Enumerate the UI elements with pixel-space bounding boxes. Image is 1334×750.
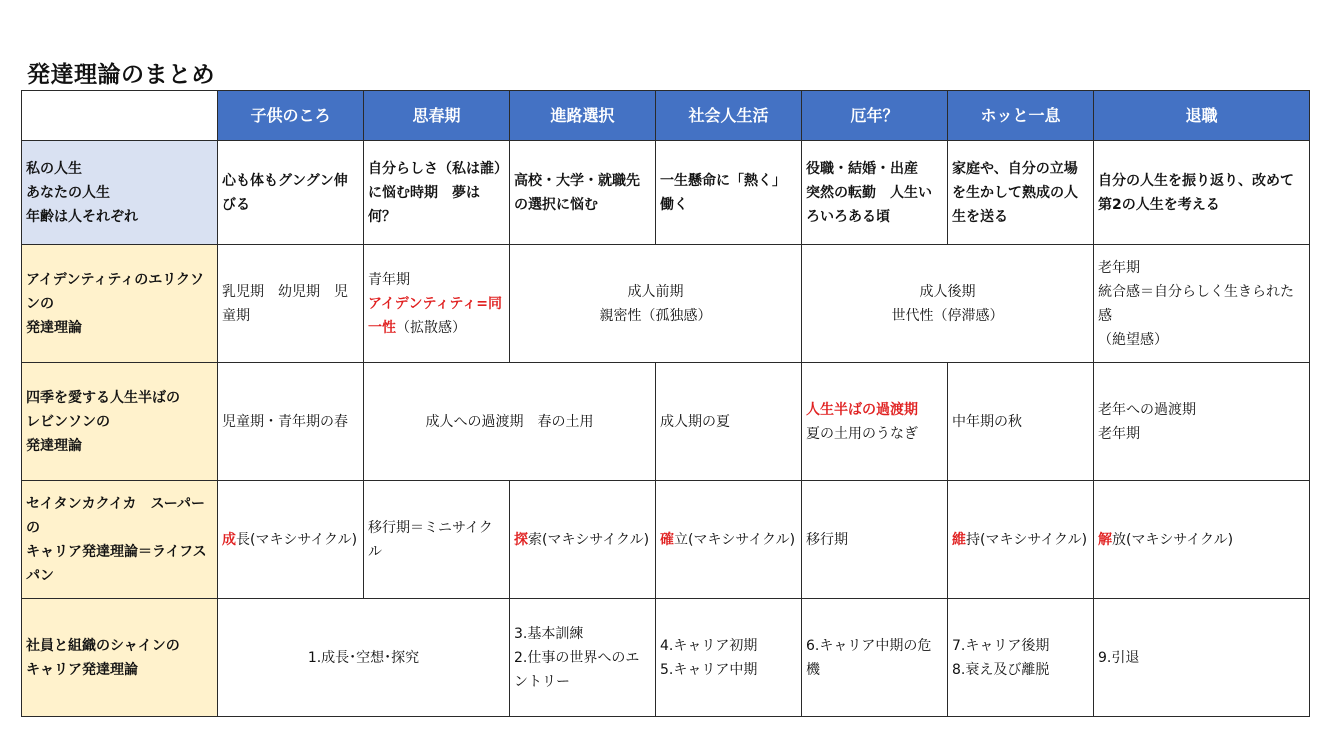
row-my-life — [22, 141, 1310, 245]
header-career-choice: 進路選択 — [510, 91, 656, 141]
cell-levinson-old-age: 老年への過渡期 老年期 — [1094, 363, 1310, 481]
cell-mine-career-choice: 高校・大学・就職先の選択に悩む — [510, 141, 656, 245]
cell-mine-retirement: 自分の人生を振り返り、改めて第2の人生を考える — [1094, 141, 1310, 245]
cell-schein-retirement: 9.引退 — [1094, 599, 1310, 717]
cell-mine-rest: 家庭や、自分の立場を生かして熟成の人生を送る — [948, 141, 1094, 245]
row-label-schein: 社員と組織のシャインの キャリア発達理論 — [22, 599, 218, 717]
cell-mine-working-life: 一生懸命に「熱く」働く — [656, 141, 802, 245]
cell-super-transition: 移行期 — [802, 481, 948, 599]
header-rest: ホッと一息 — [948, 91, 1094, 141]
cell-levinson-autumn: 中年期の秋 — [948, 363, 1094, 481]
cell-levinson-transition: 成人への過渡期 春の土用 — [364, 363, 656, 481]
cell-super-exploration: 探索(マキシサイクル) — [510, 481, 656, 599]
row-super — [22, 481, 1310, 599]
development-theory-table — [21, 90, 1310, 717]
cell-erikson-early-adulthood: 成人前期 親密性（孤独感） — [510, 245, 802, 363]
cell-super-maintenance: 維持(マキシサイクル) — [948, 481, 1094, 599]
cell-erikson-old-age: 老年期 統合感＝自分らしく生きられた感 （絶望感） — [1094, 245, 1310, 363]
header-blank-cell — [22, 91, 218, 141]
cell-schein-early-mid: 4.キャリア初期 5.キャリア中期 — [656, 599, 802, 717]
cell-levinson-midlife: 人生半ばの過渡期 夏の土用のうなぎ — [802, 363, 948, 481]
row-label-super: セイタンカクイカ スーパーの キャリア発達理論＝ライフスパン — [22, 481, 218, 599]
row-erikson — [22, 245, 1310, 363]
cell-erikson-late-adulthood: 成人後期 世代性（停滞感） — [802, 245, 1094, 363]
cell-erikson-adolescence: 青年期 アイデンティティ=同一性（拡散感） — [364, 245, 510, 363]
cell-mine-childhood: 心も体もグングン伸びる — [218, 141, 364, 245]
header-retirement: 退職 — [1094, 91, 1310, 141]
header-childhood: 子供のころ — [218, 91, 364, 141]
page-title: 発達理論のまとめ — [27, 62, 215, 88]
levinson-highlight: 人生半ばの過渡期 — [806, 401, 918, 418]
cell-erikson-infancy: 乳児期 幼児期 児童期 — [218, 245, 364, 363]
cell-super-growth: 成長(マキシサイクル) — [218, 481, 364, 599]
header-adolescence: 思春期 — [364, 91, 510, 141]
cell-super-mini-cycle: 移行期＝ミニサイクル — [364, 481, 510, 599]
row-levinson — [22, 363, 1310, 481]
cell-schein-training: 3.基本訓練 2.仕事の世界へのエントリー — [510, 599, 656, 717]
cell-levinson-summer: 成人期の夏 — [656, 363, 802, 481]
cell-schein-crisis: 6.キャリア中期の危機 — [802, 599, 948, 717]
erikson-highlight: アイデンティティ=同一性 — [368, 295, 502, 336]
header-unlucky-year: 厄年？ — [802, 91, 948, 141]
header-row — [22, 91, 1310, 141]
header-working-life: 社会人生活 — [656, 91, 802, 141]
cell-super-release: 解放(マキシサイクル) — [1094, 481, 1310, 599]
cell-schein-growth: 1.成長･空想･探究 — [218, 599, 510, 717]
cell-schein-late: 7.キャリア後期 8.衰え及び離脱 — [948, 599, 1094, 717]
cell-super-establishment: 確立(マキシサイクル) — [656, 481, 802, 599]
row-label-levinson: 四季を愛する人生半ばの レビンソンの 発達理論 — [22, 363, 218, 481]
cell-mine-adolescence: 自分らしさ（私は誰）に悩む時期 夢は何？ — [364, 141, 510, 245]
cell-levinson-spring: 児童期・青年期の春 — [218, 363, 364, 481]
row-label-my-life: 私の人生 あなたの人生 年齢は人それぞれ — [22, 141, 218, 245]
row-label-erikson: アイデンティティのエリクソンの 発達理論 — [22, 245, 218, 363]
cell-mine-unlucky-year: 役職・結婚・出産 突然の転勤 人生いろいろある頃 — [802, 141, 948, 245]
row-schein — [22, 599, 1310, 717]
